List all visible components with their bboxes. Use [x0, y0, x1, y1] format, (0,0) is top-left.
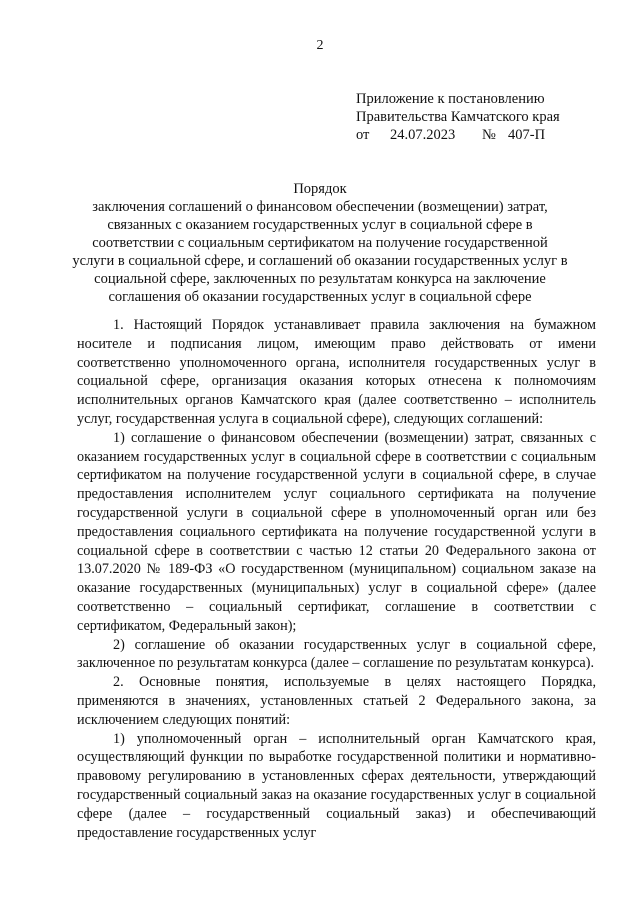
number-label: №: [482, 127, 496, 143]
paragraph-2: 2. Основные понятия, используемые в целях настоящего Порядка, применяются в значениях, установленных статьей 2 Федерального закона, за исключением следующих понятий:: [77, 674, 596, 728]
title-heading: Порядок: [293, 181, 347, 197]
paragraph-1-item-2: 2) соглашение об оказании государственных услуг в социальной сфере, заключенное по результатам конкурса (далее – соглашение по результатам конкурса).: [77, 636, 596, 672]
appendix-reference: [356, 126, 626, 144]
title-subtitle: заключения соглашений о финансовом обеспечении (возмещении) затрат, связанных с оказанием государственных услуг в социальной сфере в соответствии с социальным сертификатом на получение государственной услуги в социальной сфере, и соглашений об оказании государственных услуг в социальной сфере, заключенных по результатам конкурса на заключение соглашения об оказании государственных услуг в социальной сфере: [72, 199, 568, 305]
paragraph-2-item-1: 1) уполномоченный орган – исполнительный орган Камчатского края, осуществляющий функции по выработке государственной политики и нормативно-правовому регулированию в установленных сферах деятельности, утверждающий государственный социальный заказ на оказание государственных услуг в социальной сфере (далее – государственный социальный заказ) и обеспечивающий предоставление государственных услуг: [77, 730, 596, 841]
appendix-block: [356, 90, 626, 144]
paragraph-1-item-1: 1) соглашение о финансовом обеспечении (возмещении) затрат, связанных с оказанием государственных услуг в социальной сфере в соответствии с социальным сертификатом на получение государственной услуги в социальной сфере, в случае предоставления исполнителем услуг социального сертификата на получение государственной услуги в социальной сфере в уполномоченный орган или без предоставления социального сертификата на получение государственной услуги в социальной сфере в соответствии с частью 12 статьи 20 Федерального закона от 13.07.2020 № 189-ФЗ «О государственном (муниципальном) социальном заказе на оказание государственных (муниципальных) услуг в социальной сфере» (далее соответственно – социальный сертификат, соглашение в соответствии с сертификатом, Федеральный закон);: [77, 429, 596, 634]
appendix-line-1: Приложение к постановлению: [356, 91, 545, 107]
page-number: 2: [316, 38, 324, 53]
document-title: [0, 180, 640, 306]
date-label: от: [356, 127, 370, 143]
resolution-number: 407-П: [508, 127, 546, 143]
appendix-line-2: Правительства Камчатского края: [356, 109, 560, 125]
resolution-date: 24.07.2023: [390, 127, 456, 143]
paragraph-1: 1. Настоящий Порядок устанавливает правила заключения на бумажном носителе и подписания лицом, имеющим право действовать от имени соответственно уполномоченного органа, исполнителя государственных услуг в социальной сфере, организация оказания которых отнесена к полномочиям исполнительных органов Камчатского края (далее соответственно – исполнитель услуг, государственная услуга в социальной сфере), следующих соглашений:: [77, 317, 596, 427]
document-body: [77, 316, 596, 842]
